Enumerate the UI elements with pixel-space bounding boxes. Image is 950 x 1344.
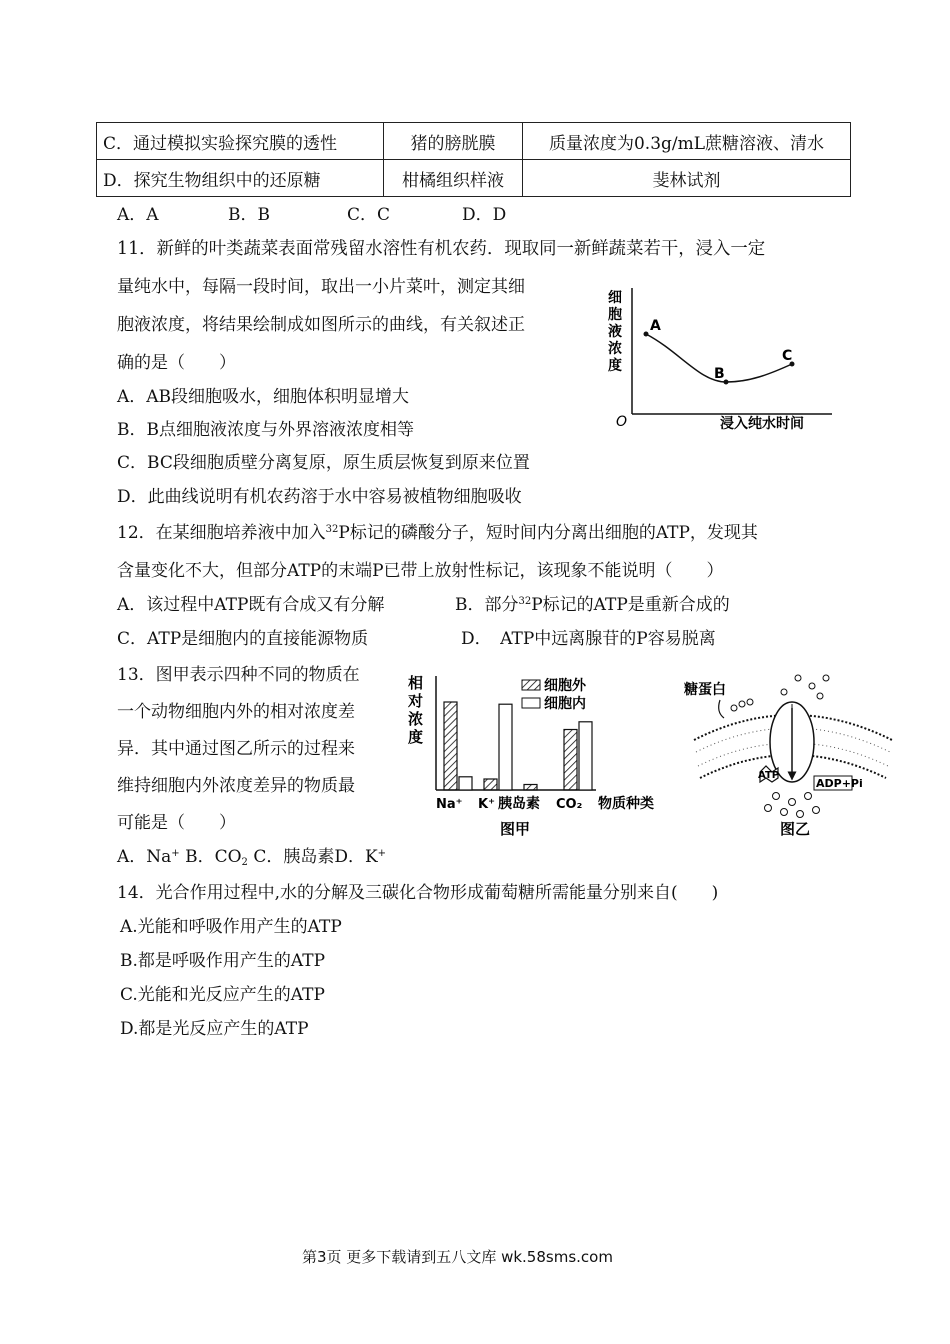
question-stem: 一个动物细胞内外的相对浓度差 <box>117 702 355 722</box>
molecule-icon <box>795 675 801 681</box>
table-row <box>97 160 851 197</box>
answer-option: A.光能和呼吸作用产生的ATP <box>120 917 342 937</box>
molecule-icon <box>823 675 829 681</box>
page-footer: 第3页 更多下载请到五八文库 wk.58sms.com <box>302 1248 613 1266</box>
molecule-icon <box>765 805 772 812</box>
tick-label: 胰岛素 <box>498 796 540 812</box>
table-cell: 斐林试剂 <box>523 160 851 197</box>
answer-option: B．B <box>228 205 270 225</box>
point-a-label: A <box>650 318 661 334</box>
answer-option: B.都是呼吸作用产生的ATP <box>120 951 326 971</box>
molecule-icon <box>781 809 788 816</box>
bars <box>444 702 592 790</box>
tick-label: K⁺ <box>478 797 495 812</box>
answer-option: C．C <box>347 205 391 225</box>
question-stem: 含量变化不大，但部分ATP的末端P已带上放射性标记，该现象不能说明（ ） <box>117 561 724 581</box>
question-stem: 量纯水中，每隔一段时间，取出一小片菜叶，测定其细 <box>117 277 525 297</box>
x-axis-label: 物质种类 <box>598 796 654 812</box>
bar-outside <box>564 730 577 791</box>
bar-chart-fig-a <box>400 668 675 840</box>
bar-inside <box>579 722 592 790</box>
question-stem: 确的是（ ） <box>117 353 236 373</box>
stem-text: P标记的磷酸分子，短时间内分离出细胞的ATP，发现其 <box>338 523 758 543</box>
bar-outside <box>444 702 457 790</box>
option-text: A．Na <box>117 847 172 867</box>
molecule-icon <box>813 807 820 814</box>
table-row <box>97 123 851 160</box>
point-a <box>644 332 649 337</box>
answer-option: A．AB段细胞吸水，细胞体积明显增大 <box>117 387 410 407</box>
question-stem: 14．光合作用过程中,水的分解及三碳化合物形成葡萄糖所需能量分别来自( ) <box>117 883 719 903</box>
legend-swatch-inside <box>522 698 540 708</box>
options-table <box>96 122 851 197</box>
question-stem: 维持细胞内外浓度差异的物质最 <box>117 776 355 796</box>
glycoprotein-chain <box>719 700 724 718</box>
answer-option: C．ATP是细胞内的直接能源物质 <box>117 629 369 649</box>
option-text: P标记的ATP是重新合成的 <box>531 595 730 615</box>
question-stem: 13．图甲表示四种不同的物质在 <box>117 665 360 685</box>
y-axis-label: 相 <box>408 674 424 692</box>
answer-option: C.光能和光反应产生的ATP <box>120 985 325 1005</box>
answer-option <box>455 594 730 616</box>
question-stem <box>117 522 758 544</box>
question-stem: 胞液浓度，将结果绘制成如图所示的曲线，有关叙述正 <box>117 315 525 335</box>
point-b-label: B <box>714 366 725 382</box>
molecule-icon <box>747 699 753 705</box>
glycoprotein-label: 糖蛋白 <box>684 682 726 698</box>
option-text: B．部分 <box>455 595 519 615</box>
answer-option: D．D <box>462 205 507 225</box>
answer-options <box>117 846 386 868</box>
superscript: + <box>377 848 387 859</box>
question-stem: 可能是（ ） <box>117 813 236 833</box>
option-text: C．胰岛素 <box>253 847 335 867</box>
molecule-icon <box>789 799 796 806</box>
concentration-curve-graph <box>600 282 850 432</box>
superscript: 32 <box>518 596 532 607</box>
question-stem: 11．新鲜的叶类蔬菜表面常残留水溶性有机农药．现取同一新鲜蔬菜若干，浸入一定 <box>117 239 766 259</box>
adp-label: ADP+Pi <box>816 777 863 790</box>
legend-label-outside: 细胞外 <box>544 678 586 694</box>
atp-label: ATP <box>758 770 780 781</box>
x-axis-label: 浸入纯水时间 <box>720 416 804 432</box>
stem-text: 12．在某细胞培养液中加入 <box>117 523 326 543</box>
option-text: D．K <box>334 847 378 867</box>
bar-outside <box>524 785 537 791</box>
tick-label: CO₂ <box>556 797 583 812</box>
answer-option: A．该过程中ATP既有合成又有分解 <box>117 595 385 615</box>
molecule-icon <box>817 693 823 699</box>
option-text: B．CO <box>185 847 242 867</box>
tick-label: Na⁺ <box>436 797 463 812</box>
answer-option: C．BC段细胞质壁分离复原，原生质层恢复到原来位置 <box>117 453 530 473</box>
answer-option: A．A <box>117 205 159 225</box>
y-axis-label: 浓 <box>408 710 424 728</box>
figure-caption: 图乙 <box>780 820 811 838</box>
superscript: 32 <box>325 524 339 535</box>
molecule-icon <box>739 701 745 707</box>
figure-caption: 图甲 <box>500 820 531 838</box>
membrane-diagram-fig-b <box>680 668 905 840</box>
molecule-icon <box>805 793 812 800</box>
molecule-icon <box>731 705 737 711</box>
superscript: + <box>171 848 180 859</box>
bar-inside <box>459 777 472 790</box>
molecule-icon <box>809 683 815 689</box>
answer-option: D． ATP中远离腺苷的P容易脱离 <box>461 629 716 649</box>
point-c-label: C <box>782 348 793 364</box>
table-cell: D．探究生物组织中的还原糖 <box>97 160 384 197</box>
table-cell: 质量浓度为0.3g/mL蔗糖溶液、清水 <box>523 123 851 160</box>
table-cell: 猪的膀胱膜 <box>384 123 523 160</box>
molecule-icon <box>773 793 780 800</box>
bar-inside <box>499 704 512 790</box>
answer-option: B．B点细胞液浓度与外界溶液浓度相等 <box>117 420 414 440</box>
y-axis-label: 液 <box>608 324 622 340</box>
answer-option: D．此曲线说明有机农药溶于水中容易被植物细胞吸收 <box>117 487 522 507</box>
y-axis-label: 对 <box>408 692 424 710</box>
subscript: 2 <box>241 857 248 868</box>
legend-label-inside: 细胞内 <box>544 696 586 712</box>
origin-label: O <box>616 414 628 430</box>
molecule-icon <box>781 689 787 695</box>
bar-outside <box>484 779 497 790</box>
y-axis-label: 胞 <box>608 307 622 323</box>
molecule-icon <box>797 811 804 818</box>
y-axis-label: 度 <box>608 358 622 374</box>
question-stem: 异．其中通过图乙所示的过程来 <box>117 739 355 759</box>
y-axis-label: 度 <box>408 728 424 746</box>
y-axis-label: 浓 <box>608 341 622 357</box>
table-cell: C．通过模拟实验探究膜的透性 <box>97 123 384 160</box>
y-axis-label: 细 <box>608 290 622 306</box>
legend-swatch-outside <box>522 680 540 690</box>
table-cell: 柑橘组织样液 <box>384 160 523 197</box>
answer-option: D.都是光反应产生的ATP <box>120 1019 309 1039</box>
